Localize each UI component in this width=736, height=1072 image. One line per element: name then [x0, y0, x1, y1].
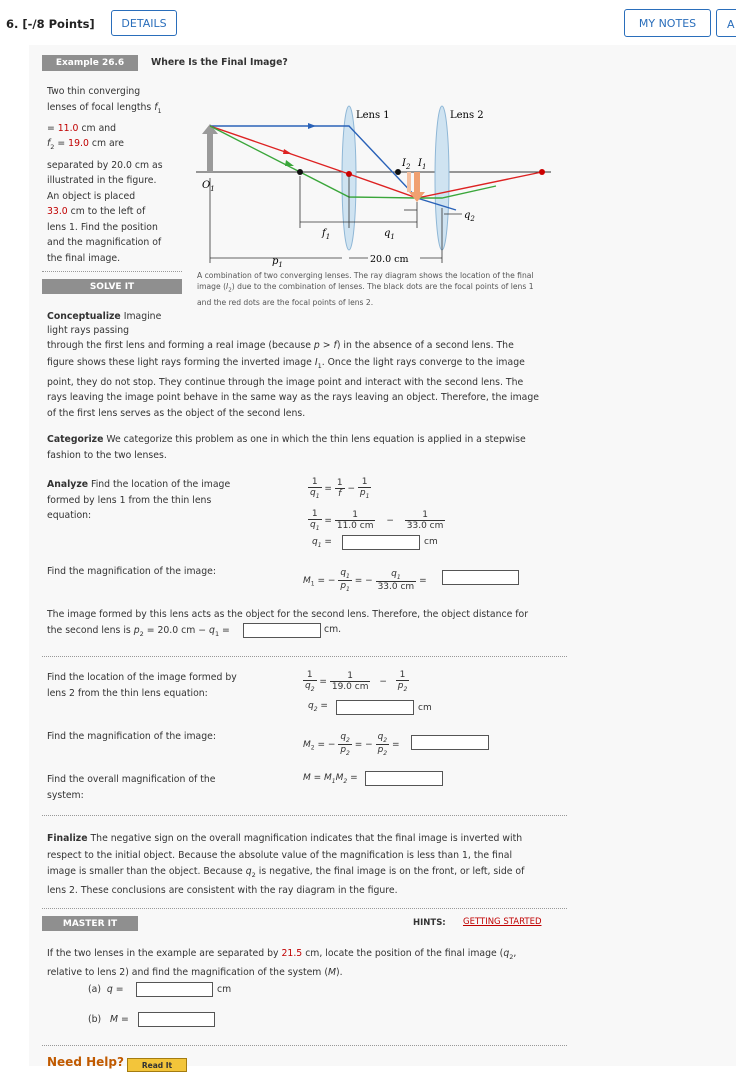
- text-line: The image formed by this lens acts as the object for the second lens. Therefore, the object distance for: [47, 609, 529, 620]
- equals-sign: =: [324, 515, 332, 526]
- comma: ,: [513, 948, 517, 959]
- numerator: [376, 569, 417, 582]
- example-title: Where Is the Final Image?: [151, 57, 288, 68]
- text-line: ).: [335, 967, 343, 979]
- q-symbol: q: [310, 520, 316, 530]
- thin-lens-eq-1: [308, 477, 371, 500]
- minus-sign: −: [365, 739, 373, 750]
- problem-line: Two thin converging: [47, 86, 141, 97]
- subscript: 2: [346, 736, 350, 744]
- overall-eq: [303, 773, 358, 785]
- equals-sign: =: [392, 739, 400, 750]
- part-b-letter: (b): [88, 1014, 102, 1025]
- mag-prompt-2: Find the magnification of the image:: [47, 731, 216, 742]
- p-symbol: p: [397, 681, 404, 691]
- divider: [42, 1045, 567, 1046]
- text-line: formed by lens 1 from the thin lens: [47, 494, 212, 506]
- text-line: image is smaller than the object. Because: [47, 866, 243, 877]
- problem-line: lenses of focal lengths: [47, 101, 152, 113]
- text-line: If the two lenses in the example are separated by: [47, 948, 279, 959]
- subscript: 1: [346, 585, 350, 593]
- i2-symbol: I: [402, 158, 406, 169]
- equals-sign: =: [324, 537, 332, 547]
- denominator: [396, 681, 410, 693]
- p-symbol: p: [340, 580, 347, 591]
- distance-label: 20.0 cm: [370, 254, 409, 265]
- q-symbol: q: [312, 537, 318, 547]
- caption-line: and the red dots are the focal points of lens 2.: [197, 297, 374, 307]
- f-symbol: f: [333, 340, 337, 351]
- green-ray-arrow: [285, 160, 294, 166]
- separation-value: 21.5: [281, 948, 303, 959]
- overall-eq-text: M = M: [303, 773, 332, 783]
- subscript: 1: [396, 573, 401, 581]
- subscript: 2: [139, 629, 144, 638]
- text-line: cm, locate the position of the final image (: [305, 948, 504, 959]
- numerator: [376, 732, 390, 745]
- text-line: Find the overall magnification of the: [47, 774, 216, 785]
- equals-sign: =: [115, 984, 124, 995]
- caption-subscript: 2: [228, 287, 232, 294]
- q2-unit: cm: [418, 703, 432, 713]
- numerator: 1: [308, 509, 322, 520]
- text-line: system:: [47, 789, 84, 801]
- master-question: [47, 946, 567, 981]
- i-subscript: 1: [317, 361, 322, 370]
- solve-it-tag: SOLVE IT: [42, 279, 182, 294]
- equals-sign: =: [317, 575, 326, 586]
- numerator: 1: [336, 477, 343, 488]
- subscript: 2: [383, 736, 388, 744]
- red-ray-arrow: [283, 149, 292, 154]
- minus-sign: −: [386, 515, 394, 526]
- minus-sign: −: [347, 483, 355, 494]
- analyze-prompt: [47, 477, 247, 524]
- q-symbol: q: [308, 701, 314, 711]
- f1-label: [321, 228, 330, 241]
- conceptualize-section: [47, 309, 567, 421]
- magnification-eq-2: [303, 732, 400, 757]
- q1-input[interactable]: [342, 535, 420, 550]
- p1-fig-symbol: p: [272, 256, 279, 267]
- part-a-unit: cm: [217, 984, 232, 995]
- blue-ray-arrow: [308, 123, 316, 129]
- i1-subscript: 1: [421, 163, 427, 171]
- caption-symbol: I: [226, 282, 229, 291]
- fraction: [376, 732, 390, 757]
- text-line: respect to the initial object. Because the absolute value of the magnification is less than 1, the final: [47, 849, 513, 861]
- q1-label-row: [312, 537, 332, 549]
- part-a-letter: (a): [88, 984, 101, 995]
- loc2-prompt: [47, 670, 267, 701]
- equals-sign: =: [320, 701, 328, 711]
- problem-line: lens 1. Find the position: [47, 221, 158, 233]
- minus-sign: −: [365, 575, 373, 586]
- q2-fig-symbol: q: [464, 210, 471, 221]
- categorize-section: [47, 432, 567, 463]
- p-symbol: p: [340, 744, 347, 755]
- fraction: [405, 510, 446, 531]
- q-symbol: q: [503, 948, 510, 959]
- q1-unit: cm: [424, 537, 438, 547]
- denominator: 11.0 cm: [336, 520, 374, 531]
- q1-fig-symbol: q: [384, 228, 391, 239]
- divider: [42, 656, 567, 657]
- denominator: [308, 520, 322, 532]
- overall-m-input[interactable]: [365, 771, 443, 786]
- fraction: [335, 510, 376, 531]
- f1-fig-symbol: f: [322, 228, 326, 239]
- q-symbol: q: [209, 624, 215, 636]
- i-symbol: I: [314, 356, 318, 368]
- q-symbol: q: [377, 732, 384, 742]
- q-symbol: q: [106, 984, 113, 995]
- f2-value: 19.0: [68, 138, 89, 150]
- subscript: 2: [343, 777, 348, 785]
- mag-prompt-1: Find the magnification of the image:: [47, 566, 216, 577]
- i1-label: [417, 158, 426, 171]
- f2-symbol: f: [47, 138, 51, 150]
- fraction: [335, 478, 345, 499]
- problem-line: cm are: [91, 138, 124, 150]
- text-line: Find the location of the image: [91, 479, 231, 490]
- q2-fig-subscript: 2: [470, 215, 475, 223]
- subscript: 2: [251, 870, 256, 879]
- i2-subscript: 2: [405, 163, 411, 171]
- problem-line: separated by 20.0 cm as: [47, 159, 163, 171]
- thin-lens-eq-1-values: [308, 509, 445, 532]
- o1-symbol: O: [202, 180, 211, 191]
- subscript: 2: [509, 952, 514, 961]
- part-a-label: [88, 982, 124, 998]
- m-symbol: M: [303, 739, 311, 750]
- numerator: 1: [358, 477, 372, 488]
- text-line: figure shows these light rays forming the inverted image: [47, 356, 312, 368]
- text-line: . Once the light rays converge to the image: [321, 356, 525, 368]
- q-symbol: q: [340, 732, 347, 742]
- hints-label: HINTS:: [413, 918, 446, 928]
- minus-sign: −: [327, 575, 336, 586]
- subscript: 1: [214, 629, 220, 638]
- part-b-label: [88, 1012, 129, 1028]
- numerator: 1: [405, 510, 446, 521]
- numerator: [338, 568, 352, 581]
- text-line: lens 2. These conclusions are consistent with the ray diagram in the figure.: [47, 885, 398, 897]
- q-symbol: q: [310, 488, 316, 498]
- details-button[interactable]: DETAILS: [111, 10, 177, 36]
- figure-caption: [197, 270, 557, 308]
- numerator: [338, 732, 352, 745]
- q-symbol: q: [245, 866, 252, 877]
- denominator: [338, 745, 352, 757]
- denominator: [308, 488, 322, 500]
- lens-1-label: Lens 1: [356, 110, 390, 121]
- fraction: [330, 671, 371, 692]
- focal-point-lens1-left: [297, 169, 303, 175]
- p2-input[interactable]: [243, 623, 321, 638]
- caption-line: image (: [197, 282, 227, 291]
- equals-sign: =: [319, 676, 327, 687]
- q1-fig-subscript: 1: [390, 233, 395, 241]
- minus-sign: −: [379, 676, 387, 687]
- f1-symbol: f: [154, 101, 158, 113]
- text-line: The negative sign on the overall magnification indicates that the final image is inverted with: [90, 833, 523, 844]
- ray-diagram-figure: [196, 98, 556, 270]
- q2-label: [464, 210, 475, 223]
- denominator: 33.0 cm: [377, 581, 415, 592]
- subscript: 1: [315, 524, 320, 532]
- finalize-label: Finalize: [47, 833, 88, 844]
- denominator: [376, 745, 390, 757]
- part-a-input[interactable]: [136, 982, 213, 997]
- text-line: light rays passing: [47, 324, 130, 336]
- subscript: 2: [383, 749, 388, 757]
- p-symbol: p: [133, 624, 140, 636]
- equals-sign: =: [317, 739, 326, 750]
- problem-text: [47, 84, 197, 266]
- denominator: 33.0 cm: [406, 520, 444, 531]
- numerator: 1: [308, 477, 322, 488]
- divider: [42, 271, 182, 272]
- conceptualize-label: Conceptualize: [47, 311, 121, 322]
- problem-line: An object is placed: [47, 190, 136, 202]
- q2-label-row: [308, 701, 328, 713]
- m-symbol: M: [327, 967, 336, 979]
- denominator: [303, 681, 317, 693]
- overall-prompt: [47, 772, 247, 803]
- m2-input[interactable]: [411, 735, 489, 750]
- numerator: 1: [396, 670, 410, 681]
- caption-line: A combination of two converging lenses. The ray diagram shows the location of the final: [197, 271, 534, 280]
- getting-started-link[interactable]: GETTING STARTED: [463, 917, 542, 927]
- equals-sign: =: [121, 1014, 129, 1025]
- problem-line: and the magnification of: [47, 237, 162, 249]
- fraction: [396, 670, 410, 693]
- subscript: 1: [346, 572, 350, 580]
- read-it-button[interactable]: Read It: [127, 1058, 187, 1072]
- text-line: through the first lens and forming a real image (because: [47, 340, 311, 351]
- subscript: 1: [310, 580, 315, 588]
- part-b-input[interactable]: [138, 1012, 215, 1027]
- m-symbol: M: [335, 773, 344, 783]
- text-line: rays leaving the image point behave in the same way as the rays leaving an object. Therefore, the image: [47, 392, 539, 404]
- subscript: 1: [365, 492, 370, 500]
- equals-sign: =: [354, 739, 363, 750]
- subscript: 2: [310, 685, 315, 693]
- problem-line: the final image.: [47, 252, 121, 264]
- caption-line: ) due to the combination of lenses. The black dots are the focal points of lens 1: [231, 282, 534, 291]
- ask-button[interactable]: A: [716, 9, 736, 37]
- o1-label: [202, 180, 215, 193]
- q2-input[interactable]: [336, 700, 414, 715]
- master-it-tag: MASTER IT: [42, 916, 138, 931]
- p2-unit: cm.: [324, 624, 342, 635]
- categorize-label: Categorize: [47, 434, 104, 445]
- problem-line: cm to the left of: [70, 206, 146, 218]
- need-help-label: Need Help?: [47, 1055, 124, 1069]
- numerator: 1: [330, 671, 371, 682]
- text-line: point, they do not stop. They continue through the image point and interact with the second lens. The: [47, 376, 524, 388]
- text-line: = 20.0 cm −: [146, 624, 207, 636]
- text-line: Imagine: [123, 311, 162, 322]
- m1-input[interactable]: [442, 570, 519, 585]
- o1-subscript: 1: [210, 185, 215, 193]
- i1-symbol: I: [418, 158, 422, 169]
- fraction: [358, 477, 372, 500]
- thin-lens-eq-2: [303, 670, 409, 693]
- equals-sign: =: [57, 138, 66, 150]
- focal-point-lens1-right: [395, 169, 401, 175]
- focal-point-lens2-right: [539, 169, 545, 175]
- equals-sign: =: [47, 122, 55, 134]
- equals-sign: =: [350, 773, 358, 783]
- text-line: of the first lens serves as the object of the second lens.: [47, 407, 306, 419]
- subscript: 1: [331, 777, 336, 785]
- subscript: 2: [403, 685, 408, 693]
- subscript: 1: [315, 492, 320, 500]
- fraction: [338, 568, 352, 593]
- text-line: equation:: [47, 510, 92, 521]
- minus-sign: −: [327, 739, 336, 750]
- finalize-section: [47, 831, 567, 900]
- equals-sign: =: [222, 624, 230, 636]
- text-line: Find the location of the image formed by: [47, 672, 237, 683]
- q1-label: [384, 228, 395, 241]
- denominator: [338, 581, 352, 593]
- q-symbol: q: [340, 568, 347, 578]
- f1-subscript: 1: [157, 106, 162, 115]
- subscript: 2: [310, 744, 315, 752]
- subscript: 1: [317, 541, 322, 549]
- m-symbol: M: [303, 575, 311, 586]
- text-line: We categorize this problem as one in which the thin lens equation is applied in a stepwise: [106, 434, 526, 445]
- text-line: ) in the absence of a second lens. The: [336, 340, 514, 351]
- p-symbol: p: [359, 488, 366, 498]
- numerator: 1: [303, 670, 317, 681]
- f2-subscript: 2: [50, 143, 55, 152]
- text-line: relative to lens 2) and find the magnification of the system (: [47, 967, 328, 979]
- f1-fig-subscript: 1: [325, 233, 331, 241]
- gt-sign: >: [322, 340, 331, 351]
- equals-sign: =: [419, 575, 427, 586]
- unit-cm: cm: [81, 122, 96, 134]
- fraction: [376, 569, 417, 592]
- divider: [42, 815, 567, 816]
- p-symbol: p: [377, 744, 384, 755]
- numerator: 1: [335, 510, 376, 521]
- lens-2-label: Lens 2: [450, 110, 484, 121]
- object-distance-value: 33.0: [47, 206, 68, 218]
- divider: [42, 908, 567, 909]
- denominator: [358, 488, 372, 500]
- equals-sign: =: [354, 575, 363, 586]
- example-tag: Example 26.6: [42, 55, 138, 71]
- denominator: 19.0 cm: [331, 681, 369, 692]
- text-line: the second lens is: [47, 624, 131, 636]
- m-symbol: M: [110, 1014, 119, 1025]
- q-symbol: q: [391, 568, 397, 579]
- f1-value: 11.0: [57, 122, 79, 134]
- text-line: is negative, the final image is on the front, or left, side of: [258, 866, 525, 877]
- p-symbol: p: [313, 340, 320, 351]
- p1-fig-subscript: 1: [278, 261, 283, 269]
- text-line: fashion to the two lenses.: [47, 449, 167, 461]
- question-title: 6. [-/8 Points]: [6, 17, 95, 31]
- subscript: 2: [346, 749, 350, 757]
- my-notes-button[interactable]: MY NOTES: [624, 9, 711, 37]
- fraction: [303, 670, 317, 693]
- fraction: [338, 732, 352, 757]
- i2-label: [401, 158, 411, 171]
- f-symbol: f: [338, 488, 342, 499]
- subscript: 2: [313, 705, 318, 713]
- equals-sign: =: [324, 483, 332, 494]
- analyze-label: Analyze: [47, 479, 89, 490]
- fraction: [308, 509, 322, 532]
- text-line: lens 2 from the thin lens equation:: [47, 687, 208, 699]
- q-symbol: q: [305, 681, 311, 691]
- and-word: and: [98, 122, 117, 134]
- problem-line: illustrated in the figure.: [47, 175, 157, 187]
- magnification-eq-1: [303, 568, 427, 593]
- fraction: [308, 477, 322, 500]
